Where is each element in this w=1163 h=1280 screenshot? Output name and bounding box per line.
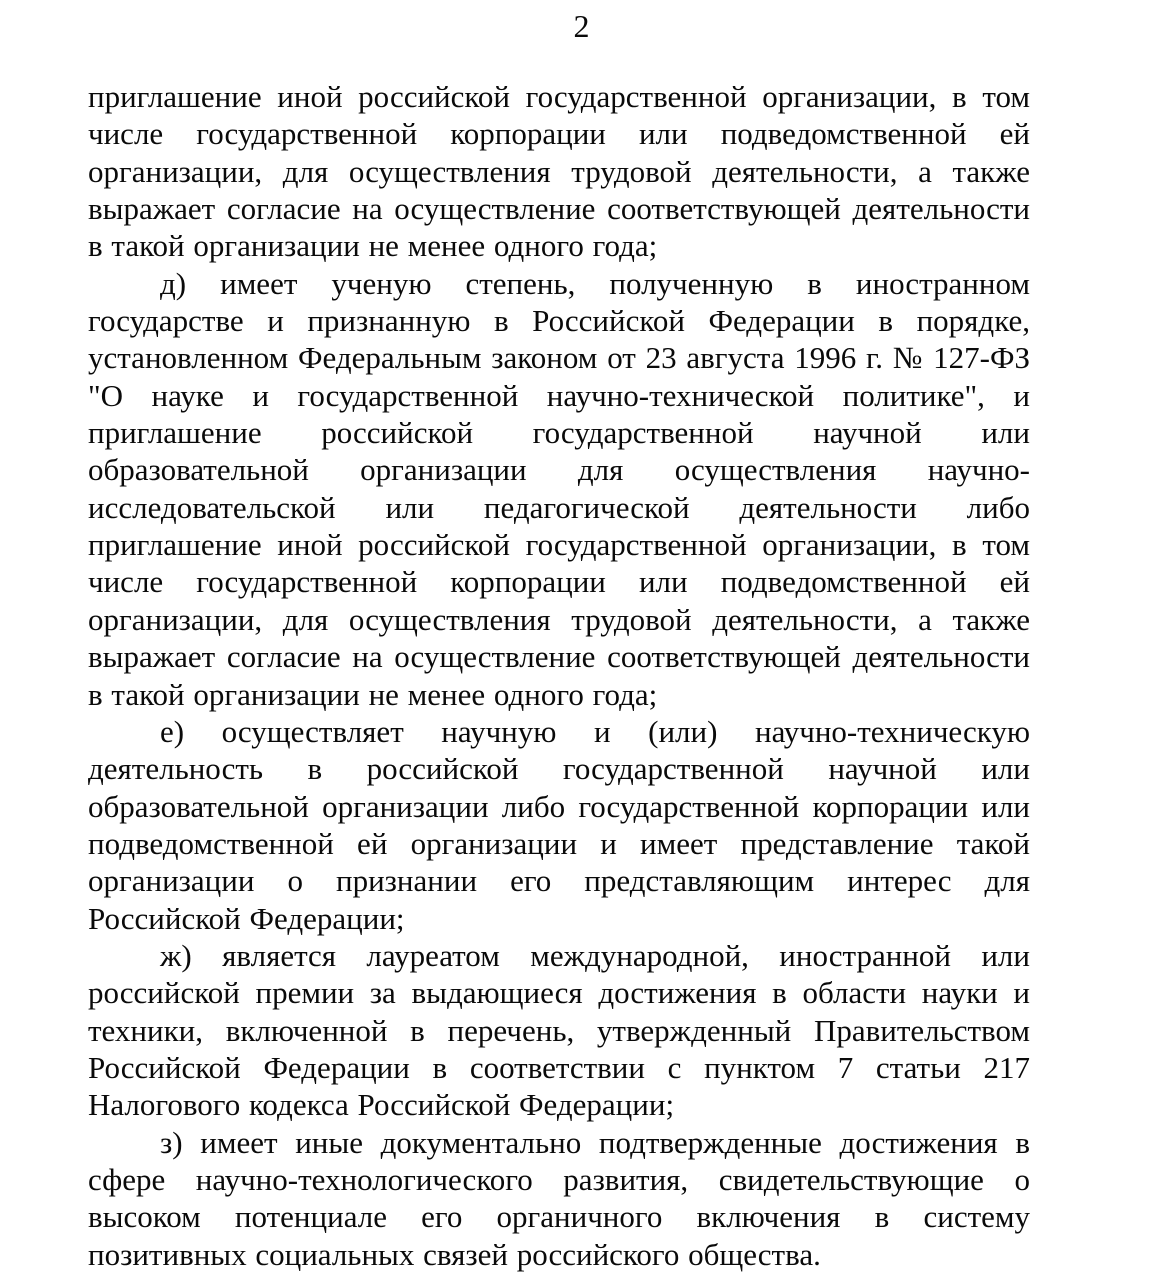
paragraph-item-d: д) имеет ученую степень, полученную в иностранном государстве и признанную в Российской Федерации в порядке, установленном Федеральным законом от 23 августа 1996 г. № 127-ФЗ "О науке и государственной научно-технической политике", и приглашение российской государственной научной или образовательной организации для осуществления научно-исследовательской или педагогической деятельности либо приглашение иной российской государственной организации, в том числе государственной корпорации или подведомственной ей организации, для осуществления трудовой деятельности, а также выражает согласие на осуществление соответствующей деятельности в такой организации не менее одного года; [88, 265, 1030, 712]
page-number: 2 [573, 8, 590, 44]
paragraph-item-z: з) имеет иные документально подтвержденные достижения в сфере научно-технологического развития, свидетельствующие о высоком потенциале его органичного включения в систему позитивных социальных связей российского общества. [88, 1124, 1030, 1272]
paragraph-item-e: е) осуществляет научную и (или) научно-техническую деятельность в российской государственной научной или образовательной организации либо государственной корпорации или подведомственной ей организации и имеет представление такой организации о признании его представляющим интерес для Российской Федерации; [88, 713, 1030, 936]
paragraph-item-zh: ж) является лауреатом международной, иностранной или российской премии за выдающиеся достижения в области науки и техники, включенной в перечень, утвержденный Правительством Российской Федерации в соответствии с пунктом 7 статьи 217 Налогового кодекса Российской Федерации; [88, 937, 1030, 1123]
document-body [88, 78, 1030, 1273]
paragraph-continuation: приглашение иной российской государственной организации, в том числе государственной корпорации или подведомственной ей организации, для осуществления трудовой деятельности, а также выражает согласие на осуществление соответствующей деятельности в такой организации не менее одного года; [88, 79, 1030, 264]
